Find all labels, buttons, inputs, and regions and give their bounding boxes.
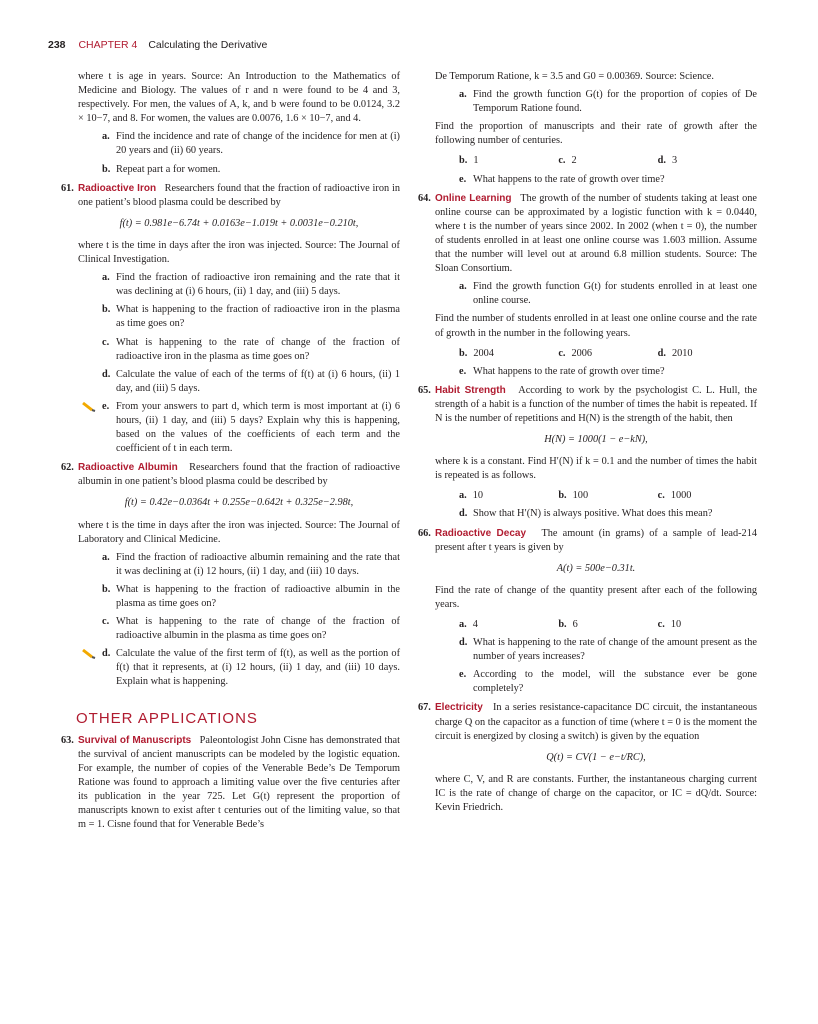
pencil-icon	[82, 647, 96, 659]
problem-67: 67. Electricity In a series resistance-capacitance DC circuit, the instantaneous charge Q on the capacitor as a function of time (where t = 0 is the moment the circuit is energized by closing a switch) is given by the equation Q(t) = CV(1 − e−t/RC), where C, V, and R are constants. Further, the instantaneous charging current IC is the rate of change of charge on the capacitor, or IC = dQ/dt. Source: Kevin Friedrich.	[418, 702, 757, 814]
problem-62: 62. Radioactive Albumin Researchers found that the fraction of radioactive albumin in one patient’s blood plasma could be described by f(t) = 0.42e−0.0364t + 0.255e−0.642t + 0.325e−2.98t, where t is the time in days after the iron was injected. Source: The Journal of Laboratory and Clinical Medicine. a. Find the fraction of radioactive albumin remaining and the rate that it was declining at (i) 12 hours, (ii) 1 day, and (iii) 10 days. b. What is happening to the fraction of radioactive albumin in the plasma as time goes on? c. What is happening to the rate of change of the fraction of radioactive albumin in the plasma as time goes on? d. Calculate the value of the first term of f(t), as well as the portion of f(t) that it represents, at (i) 12 hours, (ii) 1 day, and (iii) 10 days. Explain what is happening.	[61, 462, 400, 688]
equation: A(t) = 500e−0.31t.	[556, 562, 636, 574]
left-column	[61, 70, 400, 832]
problem-title: Survival of Manuscripts	[78, 734, 192, 746]
options-row: b. 2004 c. 2006 d. 2010	[459, 347, 693, 359]
equation: f(t) = 0.981e−6.74t + 0.0163e−1.019t + 0.0031e−0.210t,	[119, 217, 359, 229]
problem-63: 63. Survival of Manuscripts Paleontologist John Cisne has demonstrated that the survival of ancient manuscripts can be modeled by the logistic equation. For example, the number of copies of the Venerable Bede’s De Temporum Ratione was found to approach a limiting value over the five centuries after its publication in the year 725. Let G(t) represent the proportion of manuscripts known to exist after t centuries out of the limiting value, so that m = 1. Cisne found that for Venerable Bede’s	[61, 734, 400, 831]
problem-63-continued: De Temporum Ratione, k = 3.5 and G0 = 0.00369. Source: Science.	[435, 71, 714, 82]
intro-part-a: a. Find the incidence and rate of change of the incidence for men at (i) 20 years and (ii) 60 years.	[102, 131, 400, 157]
problem-65: 65. Habit Strength According to work by the psychologist C. L. Hull, the strength of a habit is a function of the number of times the habit is repeated. If N is the number of repetitions and H(N) is the strength of the habit, then H(N) = 1000(1 − e−kN), where k is a constant. Find H′(N) if k = 0.1 and the number of times the habit is repeated is as follows. a. 10 b. 100 c. 1000 d. Show that H′(N) is always positive. What does this mean?	[418, 384, 758, 520]
chapter-title: Calculating the Derivative	[148, 39, 268, 51]
page-number: 238	[48, 39, 66, 51]
problem-64: 64. Online Learning The growth of the number of students taking at least one online course can be approximated by a logistic function with k = 0.0440, where t is the number of years since 2002. In 2002 (when t = 0), the number of students enrolled in at least one online course was 1.603 million. Assume that the number will level out at around 6.8 million students. Source: The Sloan Consortium. a. Find the growth function G(t) for students enrolled in at least one online course. Find the number of students enrolled in at least one online course and the rate of growth in the number in the following years. b. 2004 c. 2006 d. 2010 e. What happens to the rate of growth over time?	[418, 192, 757, 377]
problem-title: Radioactive Decay	[435, 527, 527, 539]
equation: H(N) = 1000(1 − e−kN),	[544, 434, 648, 446]
problem-title: Habit Strength	[435, 384, 506, 396]
options-row: a. 4 b. 6 c. 10	[459, 619, 682, 630]
intro-part-b: b. Repeat part a for women.	[102, 163, 221, 175]
problem-title: Electricity	[435, 702, 483, 714]
intro-text: where t is age in years. Source: An Introduction to the Mathematics of Medicine and Biology. The values of r and n were found to be 4 and 3, respectively. For men, the values of A, k, and b were found to be 0.0124, 3.2 × 10−7, and 8. For women, the values are 0.0076, 1.6 × 10−7, and 4.	[78, 71, 400, 125]
options-row: b. 1 c. 2 d. 3	[459, 155, 678, 167]
page-header	[48, 39, 267, 51]
chapter-label: CHAPTER 4	[78, 39, 138, 51]
problem-66: 66. Radioactive Decay The amount (in grams) of a sample of lead-214 present after t years is given by A(t) = 500e−0.31t. Find the rate of change of the quantity present after each of the following years. a. 4 b. 6 c. 10 d. What is happening to the rate of change of the amount present as the number of years increases? e. According to the model, will the substance ever be gone completely?	[418, 527, 757, 695]
problem-title: Radioactive Iron	[78, 182, 157, 194]
pencil-icon	[82, 400, 96, 412]
problem-title: Radioactive Albumin	[78, 462, 178, 474]
problem-title: Online Learning	[435, 192, 512, 204]
section-heading: OTHER APPLICATIONS	[76, 709, 258, 727]
right-column: De Temporum Ratione, k = 3.5 and G0 = 0.00369. Source: Science. a. Find the growth function G(t) for the proportion of copies of De Temporum Ratione found. Find the proportion of manuscripts and their rate of growth after the following number of centuries. b. 1 c. 2 d. 3 e. What happens to the rate of growth over time? 64. Online Learning The growth of the number of students taking at least one online course can be approximated by a logistic function with k = 0.0440, where t is the number of years since 2002. In 2002 (when t = 0), the number of students enrolled in at least one online course was 1.603 million. Assume that the number will level out at around 6.8 million students. Source: The Sloan Consortium. a. Find the growth function G(t) for students enrolled in at least one online course. Find the number of students enrolled in at least one online course and the rate of growth in the number in the following years. b. 2004 c. 2006 d. 2010 e. What happens to the rate of growth over time? 65. Habit Strength According to work by the psychologist C. L. Hull, the strength of a habit is a function of the number of times the habit is repeated. If N is the number of repetitions and H(N) is the strength of the habit, then H(N) = 1000(1 − e−kN), where k is a constant. Find H′(N) if k = 0.1 and the number of times the habit is repeated is as follows. a. 10 b. 100 c. 1000 d. Show that H′(N) is always positive. What does this mean? 66. Radioactive Decay The amount (in grams) of a sample of lead-214 present after t years is given by A(t) = 500e−0.31t. Find the rate of change of the quantity present after each of the following years. a. 4 b. 6 c. 10 d. What is happening to the rate of change of the amount present as the number of years increases? e. According to the model, will the substance ever be gone completely? 67. Electricity In a series resistance-capacitance DC circuit, the instantaneous charge Q on the capacitor as a function of time (where t = 0 is the moment the circuit is energized by closing a switch) is given by the equation Q(t) = CV(1 − e−t/RC), where C, V, and R are constants. Further, the instantaneous charging current IC is the rate of change of charge on the capacitor, or IC = dQ/dt. Source: Kevin Friedrich.	[435, 70, 757, 815]
equation: f(t) = 0.42e−0.0364t + 0.255e−0.642t + 0.325e−2.98t,	[124, 497, 354, 509]
options-row: a. 10 b. 100 c. 1000	[459, 490, 692, 502]
problem-61: 61. Radioactive Iron Researchers found that the fraction of radioactive iron in one patient’s blood plasma could be described by f(t) = 0.981e−6.74t + 0.0163e−1.019t + 0.0031e−0.210t, where t is the time in days after the iron was injected. Source: The Journal of Clinical Investigation. a. Find the fraction of radioactive iron remaining and the rate that it was declining at (i) 6 hours, (ii) 1 day, and (iii) 5 days. b. What is happening to the fraction of radioactive iron in the plasma as time goes on? c. What is happening to the rate of change of the fraction of radioactive iron in the plasma as time goes on? d. Calculate the value of each of the terms of f(t) at (i) 6 hours, (ii) 1 day, and (iii) 5 days. e. From your answers to part d, which term is most important at (i) 6 hours, (ii) 1 day, and (iii) 5 days? Explain why this is happening, based on the values of the coefficients of each term and the coefficient of t in each term.	[61, 182, 400, 455]
equation: Q(t) = CV(1 − e−t/RC),	[546, 751, 646, 763]
